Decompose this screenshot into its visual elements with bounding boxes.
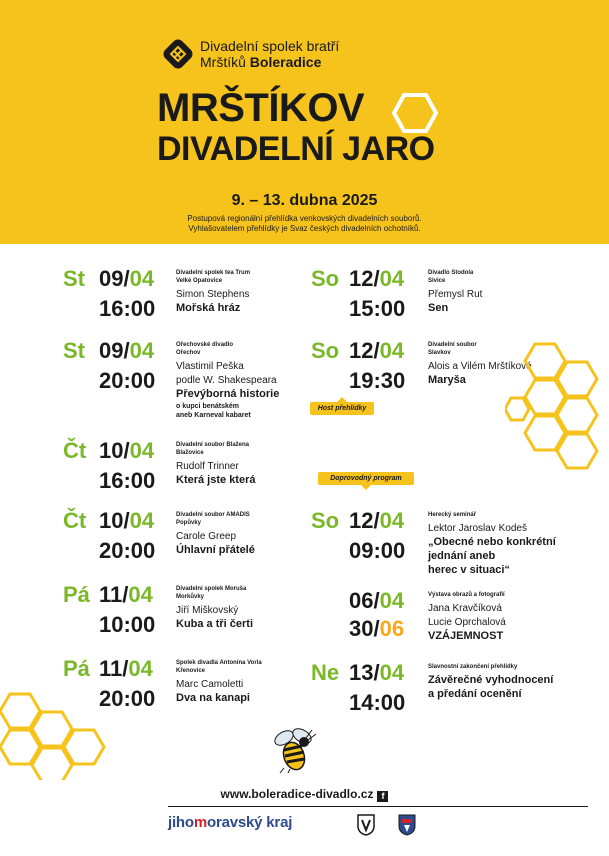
event-date bbox=[349, 338, 404, 364]
region-logo bbox=[168, 814, 292, 831]
event-time: 20:00 bbox=[99, 538, 156, 563]
event-date-month: 04 bbox=[379, 660, 405, 685]
event-date bbox=[349, 660, 404, 686]
event-day: St bbox=[63, 266, 85, 291]
organizer-logo-icon bbox=[162, 38, 194, 70]
event-group bbox=[428, 591, 538, 599]
subtitle-line2: Vyhlašovatelem přehlídky je Svaz českých divadelních ochotníků. bbox=[188, 224, 421, 233]
event-group-line1: Divadlo Stodola bbox=[428, 270, 474, 276]
event-day: Čt bbox=[63, 508, 87, 533]
event-group bbox=[176, 511, 286, 527]
event-date-day: 09/ bbox=[99, 266, 130, 291]
event-author: Rudolf Trinner bbox=[176, 461, 239, 472]
event-author-2: podle W. Shakespeara bbox=[176, 375, 277, 386]
event-group-line2: Popůvky bbox=[176, 520, 202, 526]
event-group-line1: Divadelní soubor AMADIS bbox=[176, 512, 250, 518]
event-time: 09:00 bbox=[349, 538, 406, 563]
event-play: Úhlavní přátelé bbox=[176, 544, 255, 556]
event-group-line1: Ořechovské divadlo bbox=[176, 342, 234, 348]
event-group-line2: Blažovice bbox=[176, 450, 204, 456]
event-day: Ne bbox=[311, 660, 340, 685]
event-date-day: 10/ bbox=[99, 438, 130, 463]
event-group-line2: Křenovice bbox=[176, 668, 206, 674]
event-group-line2: Velké Opatovice bbox=[176, 278, 223, 284]
header-banner bbox=[0, 0, 609, 244]
event-time: 15:00 bbox=[349, 296, 406, 321]
event-day: So bbox=[311, 508, 340, 533]
event-date-day: 06/ bbox=[349, 588, 380, 613]
event-date-end-month: 06 bbox=[379, 616, 405, 641]
event-time: 20:00 bbox=[99, 368, 156, 393]
region-c: oravský kraj bbox=[207, 814, 293, 831]
event-date-end-day: 30/ bbox=[349, 616, 380, 641]
organizer-line2b: Boleradice bbox=[249, 54, 322, 70]
event-date bbox=[349, 588, 404, 614]
organizer-line1: Divadelní spolek bratří bbox=[200, 38, 340, 54]
event-date-month: 04 bbox=[379, 266, 405, 291]
program-tag: Doprovodný program bbox=[318, 472, 414, 485]
event-author: Carole Greep bbox=[176, 531, 237, 542]
event-group bbox=[176, 341, 286, 357]
event-group bbox=[176, 441, 286, 457]
bee-icon bbox=[266, 726, 322, 774]
subtitle-line1: Postupová regionální přehlídka venkovských divadelních souborů. bbox=[187, 214, 422, 223]
event-note-2: aneb Karneval kabaret bbox=[176, 412, 251, 419]
region-b: m bbox=[193, 814, 208, 831]
event-date-month: 04 bbox=[128, 582, 153, 607]
event-author-2: Lucie Oprchalová bbox=[428, 617, 506, 628]
event-date-day: 12/ bbox=[349, 338, 380, 363]
event-date-month: 04 bbox=[379, 588, 405, 613]
event-play: Kuba a tři čerti bbox=[176, 618, 254, 630]
crest-region-icon bbox=[398, 814, 416, 836]
event-play-2: jednání aneb bbox=[428, 550, 496, 562]
event-play: Mořská hráz bbox=[176, 302, 241, 314]
event-day: St bbox=[63, 338, 85, 363]
event-date bbox=[99, 582, 153, 608]
event-play: Dva na kanapi bbox=[176, 692, 250, 704]
event-group-line2: Sivice bbox=[428, 278, 446, 284]
event-play: Závěrečné vyhodnocení bbox=[428, 674, 554, 686]
event-date-day: 12/ bbox=[349, 266, 380, 291]
footer-divider bbox=[168, 806, 588, 807]
event-group-line2: Slavkov bbox=[428, 350, 451, 356]
event-day: So bbox=[311, 338, 340, 363]
event-author: Jiří Miškovský bbox=[176, 605, 239, 616]
festival-dates: 9. – 13. dubna 2025 bbox=[231, 192, 378, 209]
event-time: 16:00 bbox=[99, 468, 156, 493]
event-date-month: 04 bbox=[129, 508, 155, 533]
event-date bbox=[349, 266, 404, 292]
event-play: VZÁJEMNOST bbox=[428, 630, 504, 642]
organizer bbox=[162, 38, 339, 70]
event-author: Alois a Vilém Mrštíkové bbox=[428, 361, 532, 372]
event-play: „Obecné nebo konkrétní bbox=[428, 536, 556, 548]
event-date bbox=[99, 266, 154, 292]
event-date-month: 04 bbox=[128, 656, 153, 681]
event-date bbox=[349, 508, 404, 534]
event-group bbox=[428, 511, 538, 519]
event-group-line2: Ořechov bbox=[176, 350, 201, 356]
event-date-day: 11/ bbox=[99, 582, 129, 607]
event-group-line1: Herecký seminář bbox=[428, 512, 477, 518]
event-group-line1: Divadelní soubor Blažena bbox=[176, 442, 250, 448]
event-note: o kupci benátském bbox=[176, 403, 240, 410]
facebook-icon[interactable]: f bbox=[377, 791, 388, 802]
event-group-line1: Divadelní spolek tea Trum bbox=[176, 270, 251, 276]
event-group bbox=[176, 269, 286, 285]
event-author: Marc Camoletti bbox=[176, 679, 244, 690]
event-date bbox=[99, 656, 153, 682]
website-line bbox=[0, 787, 609, 802]
event-group-line1: Divadelní spolek Moruša bbox=[176, 586, 247, 592]
festival-subtitle bbox=[0, 214, 609, 234]
crest-boleradice-icon bbox=[357, 814, 375, 836]
event-time: 10:00 bbox=[99, 612, 156, 637]
event-group bbox=[176, 585, 286, 601]
event-author: Lektor Jaroslav Kodeš bbox=[428, 523, 527, 534]
main-title-line1: MRŠTÍKOV bbox=[157, 86, 365, 130]
event-date-month: 04 bbox=[379, 338, 405, 363]
honeycomb-right-icon bbox=[505, 340, 609, 480]
event-time: 14:00 bbox=[349, 690, 406, 715]
event-group-line2: Morkůvky bbox=[176, 594, 205, 600]
event-group-line1: Divadelní soubor bbox=[428, 342, 477, 348]
event-date-day: 09/ bbox=[99, 338, 130, 363]
event-time: 16:00 bbox=[99, 296, 156, 321]
event-date-month: 04 bbox=[129, 266, 155, 291]
event-date-day: 11/ bbox=[99, 656, 129, 681]
main-title-line2: DIVADELNÍ JARO bbox=[157, 130, 435, 168]
event-group bbox=[428, 269, 538, 285]
event-play-2: a předání ocenění bbox=[428, 688, 522, 700]
event-date-day: 10/ bbox=[99, 508, 130, 533]
event-group bbox=[428, 663, 538, 671]
event-time: 20:00 bbox=[99, 686, 156, 711]
host-tag: Host přehlídky bbox=[310, 402, 374, 415]
event-group-line1: Slavnostní zakončení přehlídky bbox=[428, 664, 518, 670]
event-time: 19:30 bbox=[349, 368, 406, 393]
event-day: Pá bbox=[63, 582, 90, 607]
event-date bbox=[99, 508, 154, 534]
event-author: Jana Kravčíková bbox=[428, 603, 502, 614]
title-hexagon-icon bbox=[392, 93, 438, 133]
event-play: Převýborná historie bbox=[176, 388, 280, 400]
event-group-line1: Výstava obrazů a fotografií bbox=[428, 592, 505, 598]
website-link[interactable]: www.boleradice-divadlo.cz bbox=[220, 787, 374, 801]
organizer-line2a: Mrštíků bbox=[200, 54, 246, 70]
event-author: Vlastimil Peška bbox=[176, 361, 244, 372]
region-a: jiho bbox=[168, 814, 194, 831]
event-group-line1: Spolek divadla Antonína Vorla bbox=[176, 660, 262, 666]
event-play-3: herec v situaci“ bbox=[428, 564, 510, 576]
event-day: Čt bbox=[63, 438, 87, 463]
event-play: Maryša bbox=[428, 374, 466, 386]
honeycomb-left-icon bbox=[0, 690, 108, 780]
event-date-month: 04 bbox=[129, 438, 155, 463]
event-date-month: 04 bbox=[379, 508, 405, 533]
event-date bbox=[99, 438, 154, 464]
event-day: Pá bbox=[63, 656, 90, 681]
event-group bbox=[176, 659, 286, 675]
event-play: Která jste která bbox=[176, 474, 256, 486]
event-date-month: 04 bbox=[129, 338, 155, 363]
event-date-day: 12/ bbox=[349, 508, 380, 533]
event-date-end bbox=[349, 616, 404, 642]
event-play: Sen bbox=[428, 302, 449, 314]
event-date bbox=[99, 338, 154, 364]
event-author: Přemysl Rut bbox=[428, 289, 483, 300]
event-day: So bbox=[311, 266, 340, 291]
event-date-day: 13/ bbox=[349, 660, 380, 685]
event-author: Simon Stephens bbox=[176, 289, 250, 300]
